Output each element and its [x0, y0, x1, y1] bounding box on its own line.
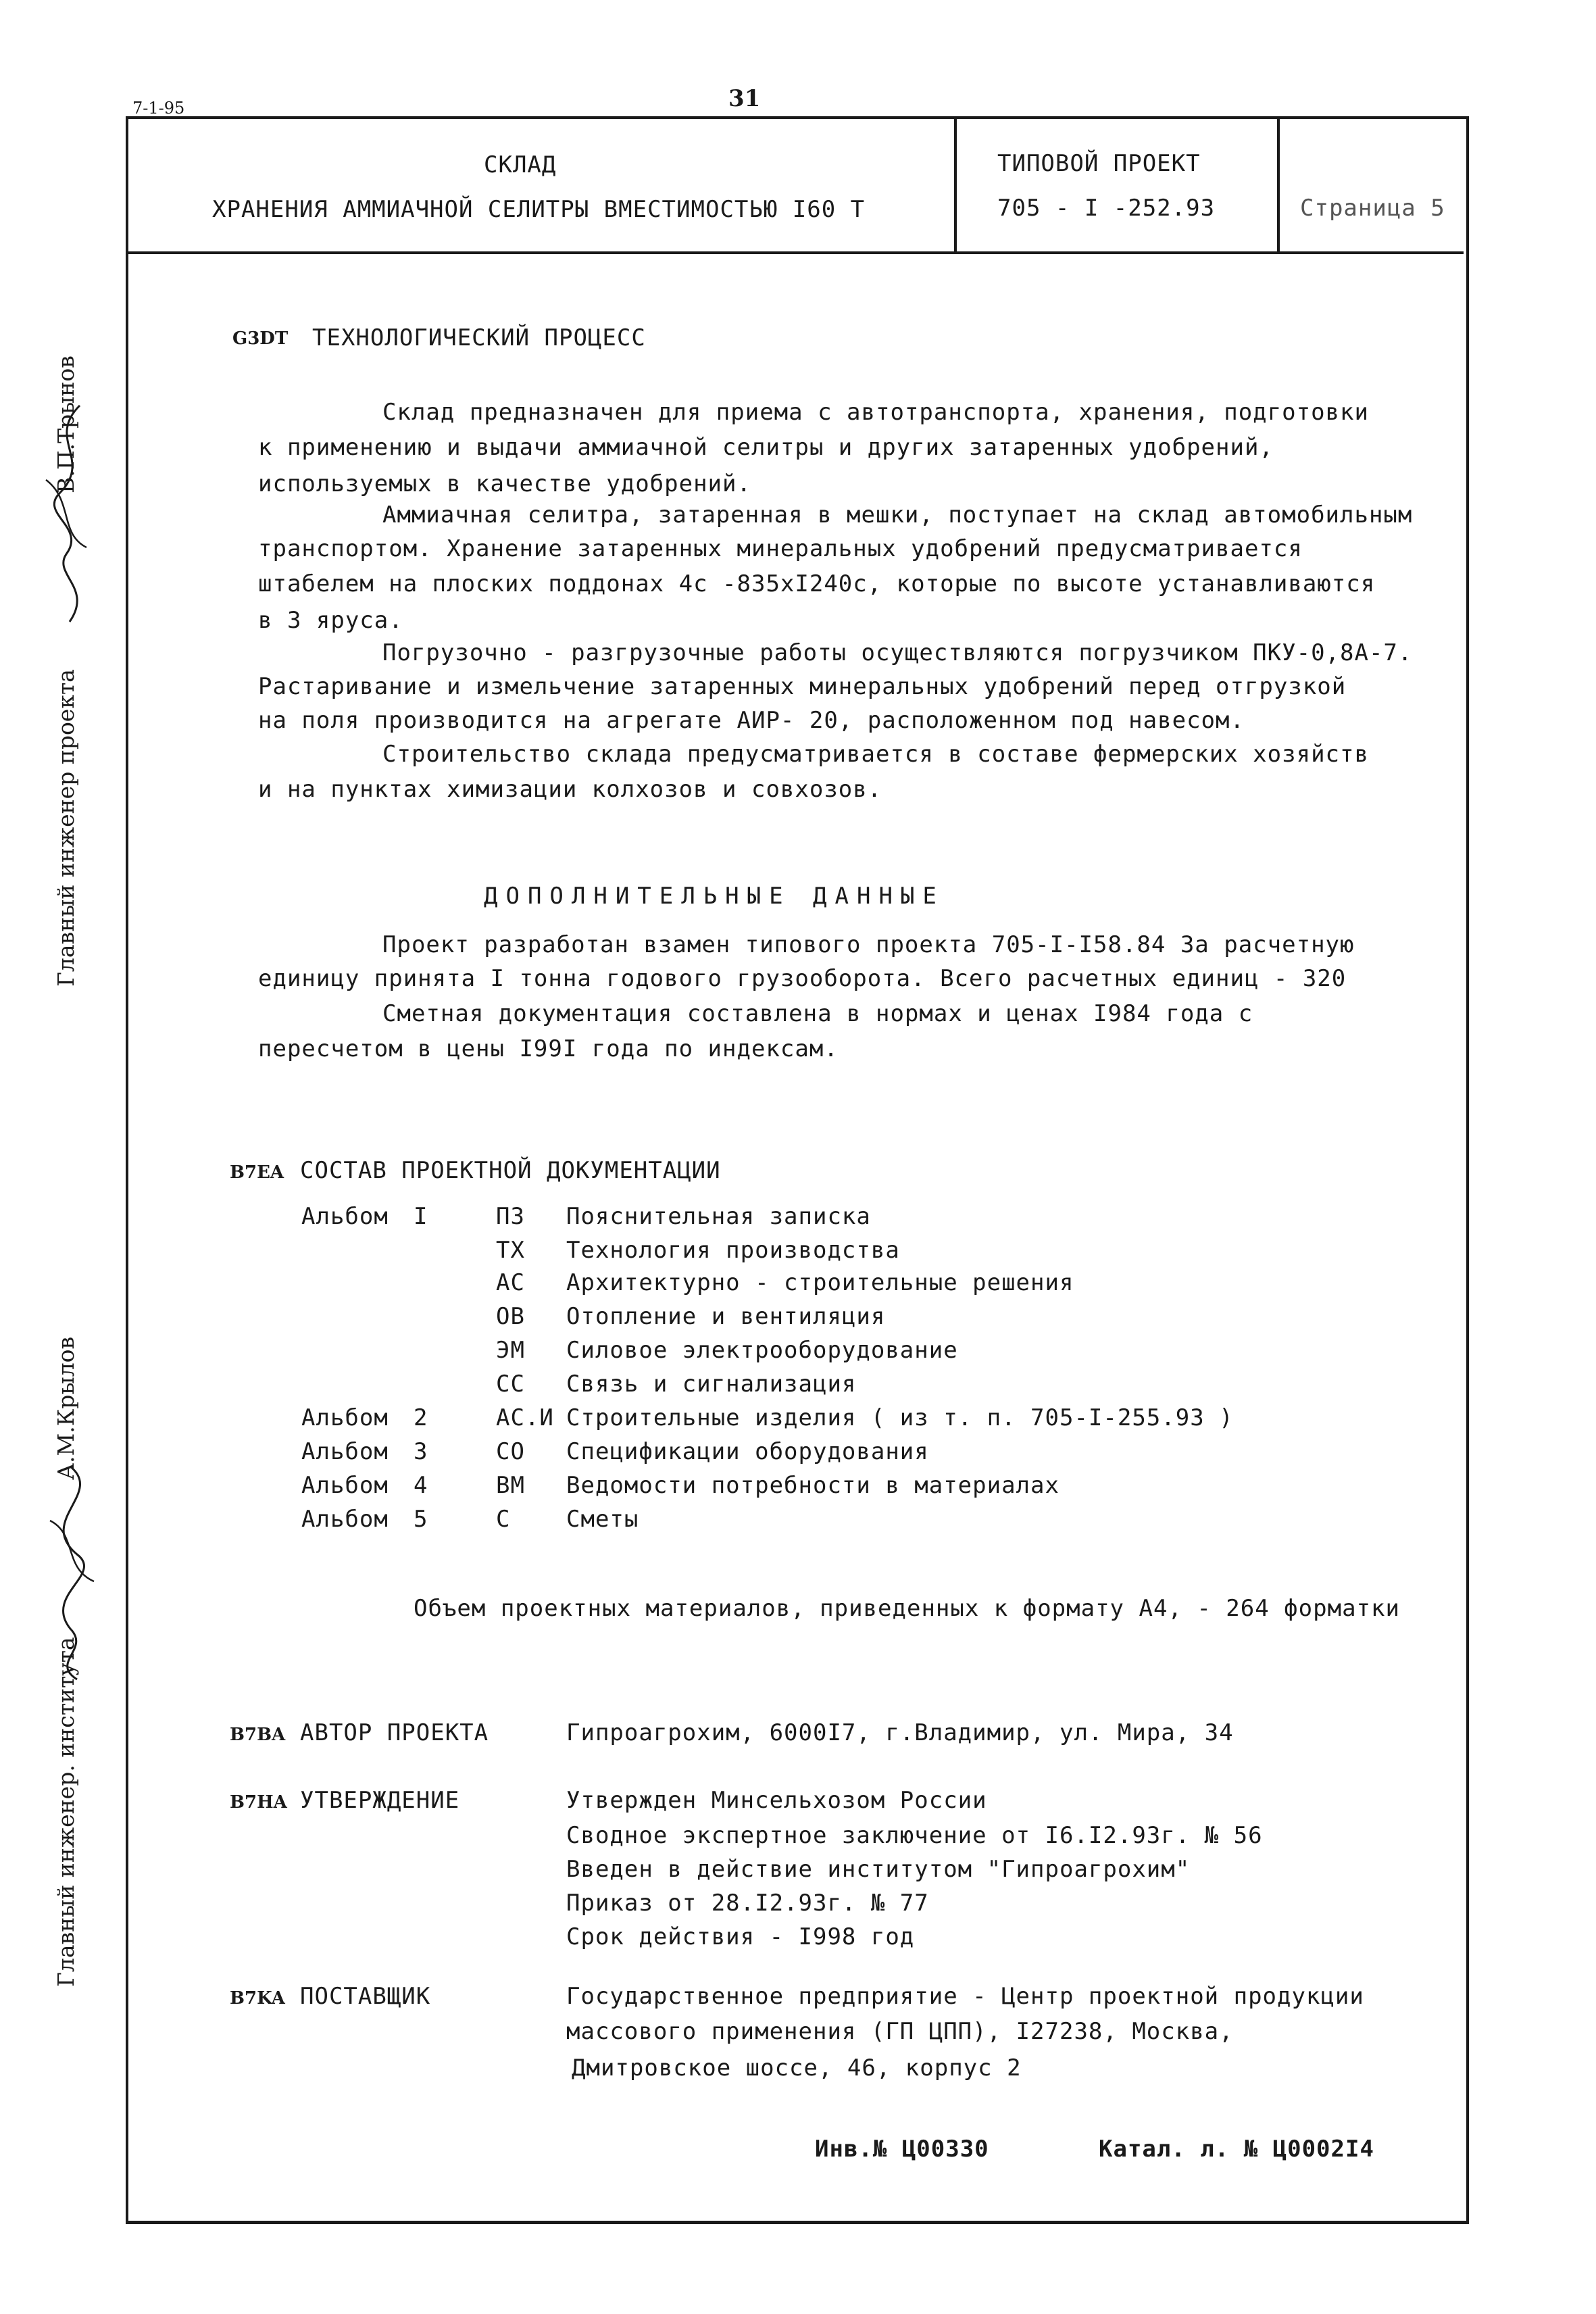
margin-chief-institute-engineer-label: Главный инженер. института: [53, 1637, 79, 1987]
extra-line-1: Проект разработан взамен типового проекта 705-I-I58.84 За расчетную: [382, 931, 1355, 958]
docs-row-6-code: СС: [496, 1371, 525, 1398]
doc-reference: 7-1-95: [132, 99, 185, 118]
margin-chief-institute-engineer-name: А.М.Крылов: [53, 1336, 79, 1480]
signature-bottom-icon: [30, 1453, 111, 1685]
docs-row-1-album: Альбом: [301, 1203, 389, 1230]
docs-row-1-name: Пояснительная записка: [566, 1203, 871, 1230]
docs-row-5-name: Силовое электрооборудование: [566, 1337, 958, 1364]
docs-row-2-code: ТХ: [496, 1237, 525, 1264]
supplier-line-3: Дмитровское шоссе, 46, корпус 2: [572, 2054, 1022, 2082]
section-heading-author: АВТОР ПРОЕКТА: [300, 1719, 489, 1746]
section-code-docs: B7EA: [230, 1162, 284, 1183]
title-line-1: СКЛАД: [484, 151, 557, 178]
approval-line-4: Приказ от 28.I2.93г. № 77: [566, 1890, 929, 1917]
section-code-supplier: B7KA: [230, 1988, 285, 2009]
docs-row-7-name: Строительные изделия ( из т. п. 705-I-255.93 ): [566, 1404, 1234, 1431]
supplier-line-1: Государственное предприятие - Центр проектной продукции: [566, 1983, 1364, 2010]
section-code-approval: B7HA: [230, 1792, 287, 1813]
docs-row-10-code: С: [496, 1506, 511, 1533]
section-heading-extra: ДОПОЛНИТЕЛЬНЫЕ ДАННЫЕ: [484, 883, 945, 910]
docs-row-10-album: Альбом: [301, 1506, 389, 1533]
docs-row-8-album: Альбом: [301, 1438, 389, 1465]
tech-line-3: используемых в качестве удобрений.: [258, 470, 751, 497]
docs-row-9-album: Альбом: [301, 1472, 389, 1499]
tech-line-10: на поля производится на агрегате АИР- 20, расположенном под навесом.: [258, 707, 1245, 734]
page-number-top: 31: [728, 85, 761, 112]
section-heading-supplier: ПОСТАВЩИК: [300, 1983, 431, 2010]
docs-row-4-code: ОВ: [496, 1303, 525, 1330]
approval-line-3: Введен в действие институтом "Гипроагрохим": [566, 1856, 1191, 1883]
docs-row-8-name: Спецификации оборудования: [566, 1438, 929, 1465]
page-label: Страница 5: [1300, 195, 1445, 222]
section-heading-approval: УТВЕРЖДЕНИЕ: [300, 1787, 460, 1814]
tech-line-8: Погрузочно - разгрузочные работы осуществляются погрузчиком ПКУ-0,8А-7.: [382, 639, 1413, 666]
approval-line-5: Срок действия - I998 год: [566, 1923, 915, 1950]
docs-row-8-code: СО: [496, 1438, 525, 1465]
docs-row-3-code: АС: [496, 1269, 525, 1296]
tech-line-4: Аммиачная селитра, затаренная в мешки, поступает на склад автомобильным: [382, 501, 1413, 528]
margin-chief-project-engineer-name: В.П.Трынов: [53, 355, 79, 493]
docs-row-1-code: ПЗ: [496, 1203, 525, 1230]
docs-row-4-name: Отопление и вентиляция: [566, 1303, 886, 1330]
section-heading-tech: ТЕХНОЛОГИЧЕСКИЙ ПРОЦЕСС: [312, 324, 646, 351]
docs-row-10-name: Сметы: [566, 1506, 639, 1533]
extra-line-3: Сметная документация составлена в нормах и ценах I984 года с: [382, 1000, 1253, 1027]
title-divider-2: [1277, 116, 1280, 251]
project-label: ТИПОВОЙ ПРОЕКТ: [997, 150, 1201, 177]
volume-note: Объем проектных материалов, приведенных к формату А4, - 264 форматки: [414, 1595, 1400, 1622]
docs-row-9-code: ВМ: [496, 1472, 525, 1499]
docs-row-8-num: 3: [414, 1438, 428, 1465]
docs-row-7-num: 2: [414, 1404, 428, 1431]
docs-row-6-name: Связь и сигнализация: [566, 1371, 857, 1398]
tech-line-2: к применению и выдачи аммиачной селитры и других затаренных удобрений,: [258, 434, 1274, 461]
title-block: [126, 116, 1464, 254]
extra-line-4: пересчетом в цены I99I года по индексам.: [258, 1035, 839, 1062]
docs-row-5-code: ЭМ: [496, 1337, 525, 1364]
section-code-author: B7BA: [230, 1725, 286, 1745]
author-text: Гипроагрохим, 6000I7, г.Владимир, ул. Мира, 34: [566, 1719, 1234, 1746]
approval-line-1: Утвержден Минсельхозом России: [566, 1787, 987, 1814]
docs-row-1-num: I: [414, 1203, 428, 1230]
title-line-2: ХРАНЕНИЯ АММИАЧНОЙ СЕЛИТРЫ ВМЕСТИМОСТЬЮ I60 Т: [212, 196, 866, 223]
approval-line-2: Сводное экспертное заключение от I6.I2.93г. № 56: [566, 1822, 1263, 1849]
section-heading-docs: СОСТАВ ПРОЕКТНОЙ ДОКУМЕНТАЦИИ: [300, 1157, 721, 1184]
tech-line-9: Растаривание и измельчение затаренных минеральных удобрений перед отгрузкой: [258, 673, 1347, 700]
tech-line-1: Склад предназначен для приема с автотранспорта, хранения, подготовки: [382, 399, 1369, 426]
extra-line-2: единицу принята I тонна годового грузооборота. Всего расчетных единиц - 320: [258, 965, 1347, 992]
docs-row-9-num: 4: [414, 1472, 428, 1499]
docs-row-7-code: АС.И: [496, 1404, 554, 1431]
margin-chief-project-engineer-label: Главный инженер проекта: [53, 669, 79, 987]
tech-line-11: Строительство склада предусматривается в составе фермерских хозяйств: [382, 741, 1369, 768]
supplier-line-2: массового применения (ГП ЦПП), I27238, Москва,: [566, 2018, 1234, 2045]
project-number: 705 - I -252.93: [997, 195, 1216, 222]
inventory-number: Инв.№ Ц00330: [815, 2136, 989, 2163]
signature-top-icon: [32, 399, 107, 631]
tech-line-6: штабелем на плоских поддонах 4с -835хI240с, которые по высоте устанавливаются: [258, 570, 1376, 597]
docs-row-9-name: Ведомости потребности в материалах: [566, 1472, 1059, 1499]
tech-line-12: и на пунктах химизации колхозов и совхозов.: [258, 776, 882, 803]
docs-row-3-name: Архитектурно - строительные решения: [566, 1269, 1074, 1296]
docs-row-2-name: Технология производства: [566, 1237, 900, 1264]
docs-row-7-album: Альбом: [301, 1404, 389, 1431]
title-divider-1: [954, 116, 957, 251]
section-code-tech: G3DT: [232, 328, 289, 349]
docs-row-10-num: 5: [414, 1506, 428, 1533]
catalog-number: Катал. л. № Ц0002I4: [1099, 2136, 1374, 2163]
tech-line-7: в 3 яруса.: [258, 607, 403, 634]
tech-line-5: транспортом. Хранение затаренных минеральных удобрений предусматривается: [258, 535, 1303, 562]
